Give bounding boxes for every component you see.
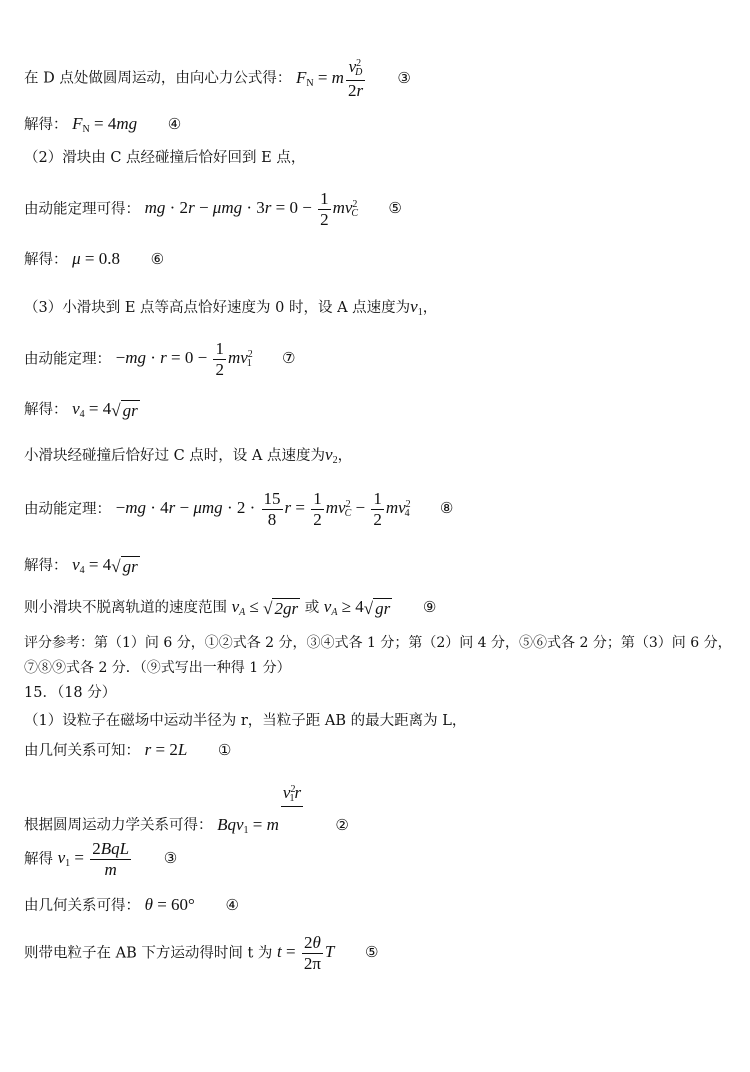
line-1 [24,58,411,99]
equation-mark-6: ⑥ [150,250,165,268]
equation-mark-1: ① [217,741,232,759]
line-2 [24,115,181,135]
line-16 [24,714,466,729]
formula-energy-2: −mg · r = 0 − $\frac{1}{2}$ $mv^2_1$ [115,339,253,379]
formula-energy-3: −mg · 4r − μmg · 2 · $\frac{15}{8}$ r = $\frac{1}{2}$ $mv^2C$ − $\frac{1}{2}$ $mv^2_4$ [115,489,411,529]
line-19-text: 解得 [24,851,53,868]
equation-mark-9: ⑨ [422,598,437,616]
line-12-text: 则小滑块不脱离轨道的速度范围 [24,600,227,616]
formula-v1: $v_1$ = $\frac{\text{2BqL}}{m}$ [57,839,130,879]
line-3 [24,151,305,166]
line-9: 小滑块经碰撞后恰好过 C 点时，设 A 点速度为$v_2$， [24,445,353,466]
scoring-note-2: ⑦⑧⑨式各 2 分．（⑨式写出一种得 1 分） [24,660,291,676]
line-6: （3）小滑块到 E 点等高点恰好速度为 0 时，设 A 点速度为$v_1$， [24,297,438,318]
formula-energy-1: mg · 2r − μmg · 3r = 0 − $\frac{1}{2}$ $mv^2C$ [144,189,359,229]
formula-r: r = 2L [144,740,188,759]
line-2-text: 解得： [24,117,68,133]
line-20-text: 由几何关系可得： [24,898,140,914]
line-10 [24,490,453,529]
line-7 [24,340,296,379]
equation-mark-8: ⑧ [439,499,454,518]
formula-v4-2: $v_4 = 4√$ gr [72,555,138,576]
equation-mark-4b: ④ [225,896,239,914]
equation-mark-2: ② [335,815,349,834]
line-12-or: 或 [304,600,320,616]
line-9-tail: ， [337,448,353,464]
line-4-text: 由动能定理可得： [24,201,140,218]
line-16-text: （1）设粒子在磁场中运动半径为 r，当粒子距 AB 的最大距离为 L， [24,713,467,729]
formula-range-a: vA ≤ √ 2gr [231,597,299,618]
line-4 [24,190,402,229]
line-17 [24,741,231,759]
line-7-text: 由动能定理： [24,351,111,368]
line-21-text: 则带电粒子在 AB 下方运动得时间 t 为 [24,945,273,962]
formula-mu: μ = 0.8 [72,249,120,268]
line-6-text: （3）小滑块到 E 点等高点恰好速度为 0 时，设 A 点速度为 [24,300,411,316]
equation-mark-5b: ⑤ [365,943,379,962]
line-15 [24,686,116,701]
line-19 [24,840,177,879]
formula-centripetal: $F_N = m$ $\frac{v^2D}{2r}$ [295,57,364,100]
formula-force: Bqv$_1$ = m $v^2_1r$ [217,783,302,836]
line-6-tail: ， [422,300,438,316]
line-12 [24,598,436,618]
line-8-text: 解得： [24,402,68,418]
equation-mark-7: ⑦ [282,349,296,368]
line-3-text: （2）滑块由 C 点经碰撞后恰好回到 E 点， [24,150,306,166]
line-17-text: 由几何关系可知： [24,743,140,759]
line-10-text: 由动能定理： [24,501,111,518]
line-18-text: 根据圆周运动力学关系可得： [24,817,213,834]
line-5 [24,250,164,268]
line-8 [24,400,140,420]
line-11-text: 解得： [24,558,68,574]
question-15-heading: 15．（18 分） [24,685,117,701]
line-1-text: 在 D 点处做圆周运动，由向心力公式得： [24,70,292,87]
formula-range-b: vA ≥ 4√ gr [323,597,391,618]
line-13 [24,636,732,650]
line-14 [24,661,291,675]
line-21 [24,934,378,973]
equation-mark-4: ④ [167,115,182,133]
line-5-text: 解得： [24,252,68,268]
formula-fn-result: $F_N = 4mg$ [72,114,138,135]
equation-mark-3: ③ [397,68,411,87]
formula-theta: θ = 60° [144,895,195,914]
scoring-note-1: 评分参考：第（1）问 6 分，①②式各 2 分，③④式各 1 分；第（2）问 4 分，⑤⑥式各 2 分；第（3）问 6 分， [24,635,732,651]
line-9-text: 小滑块经碰撞后恰好过 C 点时，设 A 点速度为 [24,448,326,464]
line-20 [24,896,239,914]
equation-mark-3b: ③ [163,849,178,868]
formula-time: t = $\frac{2\theta}{2\pi}$ T [277,933,335,973]
line-18 [24,784,349,836]
equation-mark-5: ⑤ [388,199,402,218]
formula-v4-1: $v_4 = 4√$ gr [72,399,138,420]
line-11 [24,556,140,576]
